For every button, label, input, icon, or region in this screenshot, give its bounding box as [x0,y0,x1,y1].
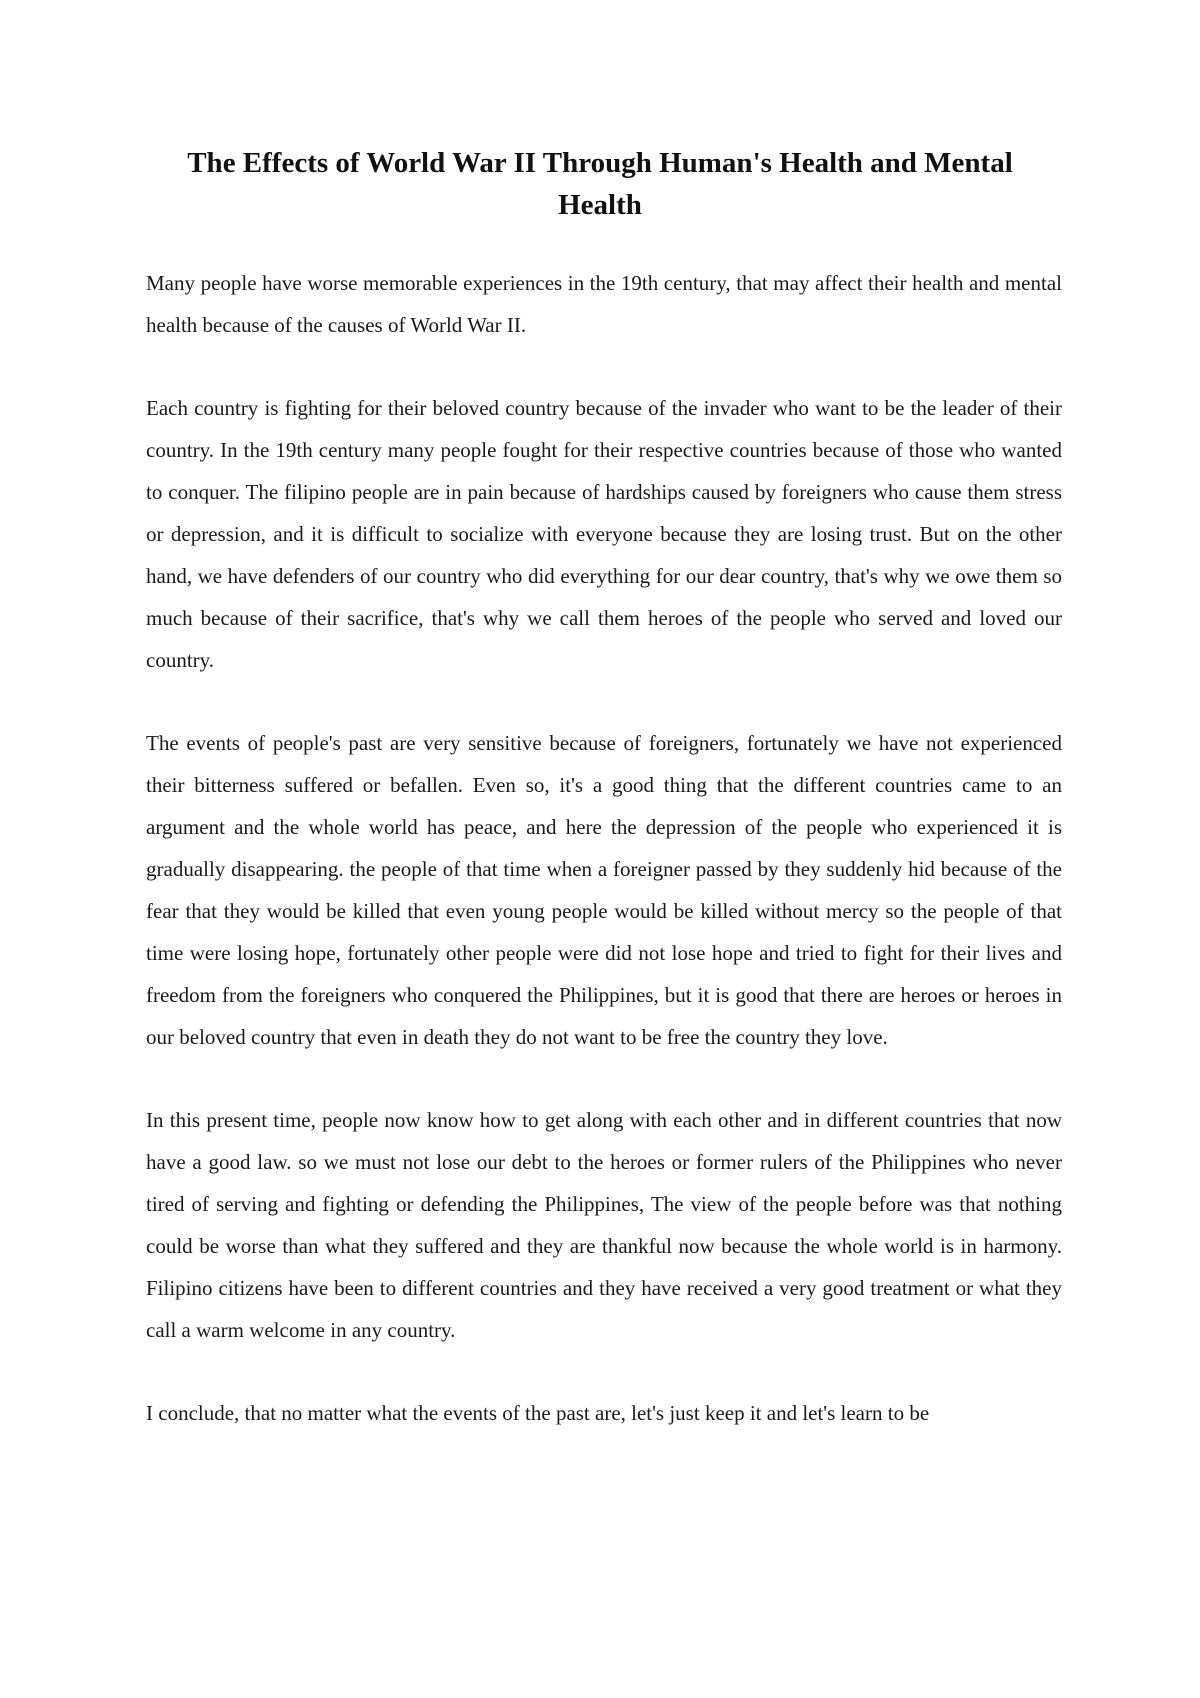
paragraph-conclusion: I conclude, that no matter what the events of the past are, let's just keep it and let's learn to be [146,1401,930,1425]
document-body [146,262,1062,1475]
paragraph-present-time: In this present time, people now know how to get along with each other and in different countries that now have a good law. so we must not lose our debt to the heroes or former rulers of the Philippines who never tired of serving and fighting or defending the Philippines, The view of the people before was that nothing could be worse than what they suffered and they are thankful now because the whole world is in harmony. Filipino citizens have been to different countries and they have received a very good treatment or what they call a warm welcome in any country. [146,1108,1062,1342]
paragraph-intro: Many people have worse memorable experiences in the 19th century, that may affect their health and mental health because of the causes of World War II. [146,271,1062,337]
paragraph-fighting-countries: Each country is fighting for their beloved country because of the invader who want to be the leader of their country. In the 19th century many people fought for their respective countries because of those who wanted to conquer. The filipino people are in pain because of hardships caused by foreigners who cause them stress or depression, and it is difficult to socialize with everyone because they are losing trust. But on the other hand, we have defenders of our country who did everything for our dear country, that's why we owe them so much because of their sacrifice, that's why we call them heroes of the people who served and loved our country. [146,396,1062,672]
paragraph-past-events: The events of people's past are very sensitive because of foreigners, fortunately we have not experienced their bitterness suffered or befallen. Even so, it's a good thing that the different countries came to an argument and the whole world has peace, and here the depression of the people who experienced it is gradually disappearing. the people of that time when a foreigner passed by they suddenly hid because of the fear that they would be killed that even young people would be killed without mercy so the people of that time were losing hope, fortunately other people were did not lose hope and tried to fight for their lives and freedom from the foreigners who conquered the Philippines, but it is good that there are heroes or heroes in our beloved country that even in death they do not want to be free the country they love. [146,731,1062,1049]
document-title: The Effects of World War II Through Human's Health and Mental Health [187,147,1013,221]
